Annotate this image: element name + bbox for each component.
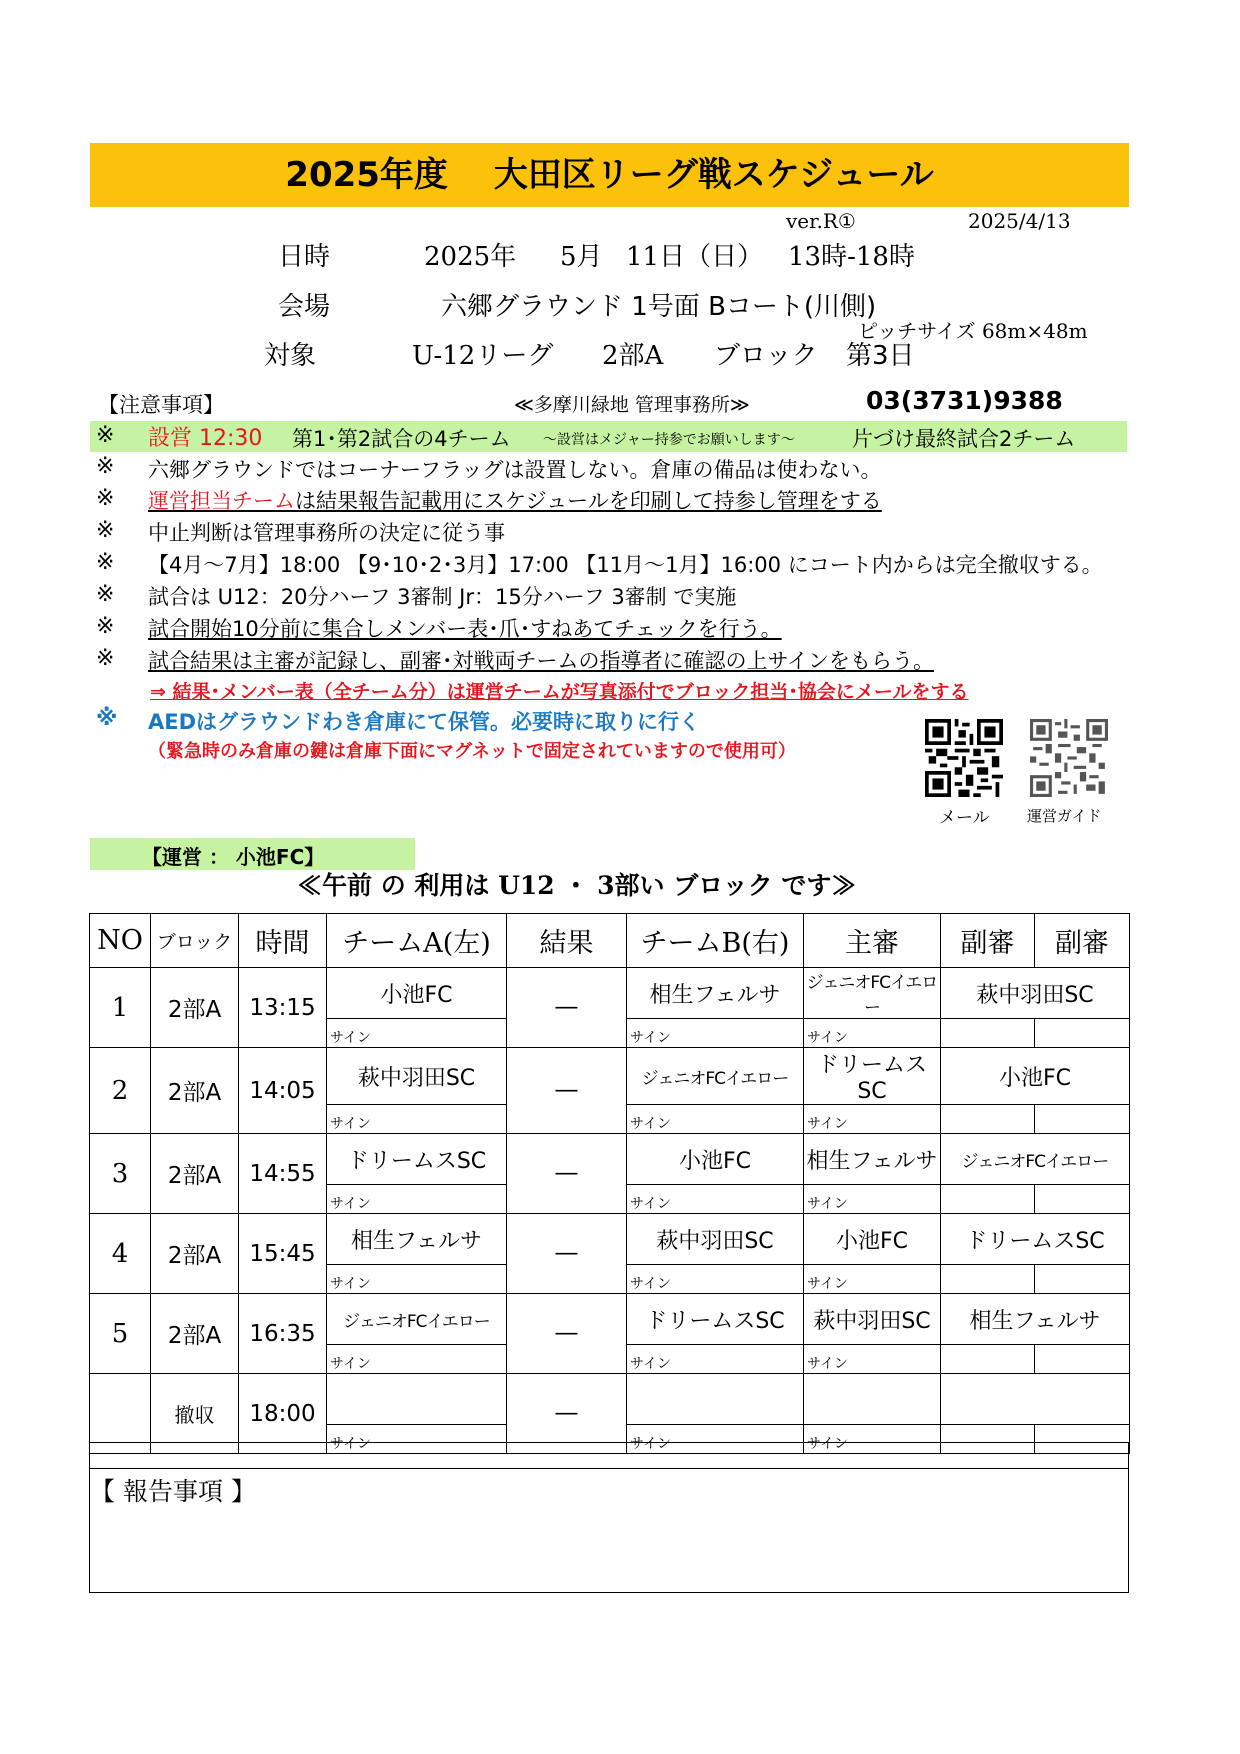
notice-1-small: ～設営はメジャー持参でお願いします～	[543, 432, 795, 448]
notice-mark: ※	[96, 454, 115, 479]
notice-3-rest: は結果報告記載用にスケジュールを印刷して持参し管理をする	[295, 489, 882, 513]
date-year: 2025年	[424, 242, 517, 272]
version-label: ver.R①	[786, 209, 856, 233]
morning-usage-note: ≪午前 の 利用は U12 ・ 3部い ブロック です≫	[297, 871, 857, 900]
page-title: 2025年度 大田区リーグ戦スケジュール	[285, 155, 934, 195]
office-phone: 03(3731)9388	[866, 386, 1063, 415]
table-row	[90, 1374, 1130, 1425]
sign-team-b[interactable]: サイン	[627, 1425, 804, 1454]
referee	[804, 1374, 941, 1425]
table-header-row	[90, 914, 1130, 968]
notice-mark: ※	[96, 550, 115, 575]
header-assistant-2: 副審	[1035, 914, 1130, 968]
referee: 相生フェルサ	[804, 1134, 941, 1185]
assistant-referee: 相生フェルサ	[941, 1294, 1130, 1345]
notice-mark: ※	[96, 423, 115, 448]
notice-9: ⇒ 結果･メンバー表（全チーム分）は運営チームが写真添付でブロック担当･協会にメールをする	[150, 681, 969, 703]
setup-time: 設営 12:30	[148, 426, 263, 451]
notice-3	[148, 485, 882, 515]
target-division: 2部A	[602, 341, 664, 371]
sign-assistant-1[interactable]	[941, 1265, 1035, 1294]
header-team-a: チームA(左)	[327, 914, 507, 968]
date-time: 13時-18時	[788, 242, 915, 272]
referee: 萩中羽田SC	[804, 1294, 941, 1345]
notice-mark: ※	[96, 582, 115, 607]
match-block: 2部A	[151, 1214, 239, 1294]
assistant-referee: ジェニオFCイエロー	[941, 1134, 1130, 1185]
notice-mark: ※	[96, 518, 115, 543]
team-a: 相生フェルサ	[327, 1214, 507, 1265]
target-league: U-12リーグ	[412, 341, 554, 371]
notice-5: 【4月～7月】18:00 【9･10･2･3月】17:00 【11月～1月】16:00 にコート内からは完全撤収する。	[148, 553, 1103, 577]
match-time: 13:15	[239, 968, 327, 1048]
venue-value: 六郷グラウンド 1号面 Bコート(川側)	[441, 292, 877, 322]
date-label: 日時	[278, 242, 331, 272]
match-block: 2部A	[151, 1048, 239, 1134]
match-time: 15:45	[239, 1214, 327, 1294]
sign-referee[interactable]: サイン	[804, 1105, 941, 1134]
match-no: 5	[90, 1294, 151, 1374]
target-block: ブロック	[714, 341, 818, 371]
header-result: 結果	[507, 914, 627, 968]
sign-assistant-2[interactable]	[1035, 1105, 1130, 1134]
assistant-referee: ドリームスSC	[941, 1214, 1130, 1265]
header-referee: 主審	[804, 914, 941, 968]
assistant-referee	[941, 1374, 1130, 1425]
sign-team-a[interactable]: サイン	[327, 1425, 507, 1454]
sign-team-a[interactable]: サイン	[327, 1185, 507, 1214]
notice-mark: ※	[96, 706, 118, 731]
schedule-table	[89, 913, 1130, 1454]
notice-1-cleanup: 片づけ最終試合2チーム	[852, 427, 1076, 451]
team-b: 小池FC	[627, 1134, 804, 1185]
match-no: 4	[90, 1214, 151, 1294]
match-no: 3	[90, 1134, 151, 1214]
notice-7: 試合開始10分前に集合しメンバー表･爪･すねあてチェックを行う。	[148, 617, 782, 641]
notice-1-text: 第1･第2試合の4チーム	[292, 427, 511, 451]
target-label: 対象	[264, 341, 317, 371]
team-a: 萩中羽田SC	[327, 1048, 507, 1105]
notice-mark: ※	[96, 646, 115, 671]
table-row	[90, 1214, 1130, 1265]
teardown-label: 撤収	[151, 1374, 239, 1454]
notice-8: 試合結果は主審が記録し、副審･対戦両チームの指導者に確認の上サインをもらう。	[148, 649, 935, 673]
match-result[interactable]: ―	[507, 1134, 627, 1214]
assistant-referee: 小池FC	[941, 1048, 1130, 1105]
team-b: 相生フェルサ	[627, 968, 804, 1019]
assistant-referee: 萩中羽田SC	[941, 968, 1130, 1019]
date-month: 5月	[560, 242, 603, 272]
table-row	[90, 1134, 1130, 1185]
sign-team-b[interactable]: サイン	[627, 1265, 804, 1294]
table-row	[90, 1294, 1130, 1345]
sign-referee[interactable]: サイン	[804, 1345, 941, 1374]
sign-assistant-2[interactable]	[1035, 1185, 1130, 1214]
report-label: 【 報告事項 】	[90, 1477, 256, 1506]
referee: ジェニオFCイエロー	[804, 968, 941, 1019]
match-result[interactable]: ―	[507, 968, 627, 1048]
teardown-time: 18:00	[239, 1374, 327, 1454]
title-banner	[90, 143, 1129, 207]
sign-assistant-2[interactable]	[1035, 1345, 1130, 1374]
table-spacer-row	[89, 1442, 1129, 1469]
sign-assistant-2[interactable]	[1035, 1019, 1130, 1048]
sign-team-b[interactable]: サイン	[627, 1105, 804, 1134]
office-name: ≪多摩川緑地 管理事務所≫	[514, 394, 750, 416]
team-b: ジェニオFCイエロー	[627, 1048, 804, 1105]
header-no: NO	[90, 914, 151, 968]
team-a: 小池FC	[327, 968, 507, 1019]
match-block: 2部A	[151, 968, 239, 1048]
match-time: 16:35	[239, 1294, 327, 1374]
sign-referee[interactable]: サイン	[804, 1265, 941, 1294]
sign-assistant-2[interactable]	[1035, 1265, 1130, 1294]
notice-mark: ※	[96, 486, 115, 511]
team-b: 萩中羽田SC	[627, 1214, 804, 1265]
date-day: 11日（日）	[626, 242, 764, 272]
match-no: 1	[90, 968, 151, 1048]
table-row	[90, 968, 1130, 1019]
guide-qr-label: 運営ガイド	[1027, 807, 1102, 825]
operations-team: 【運営 ： 小池FC】	[142, 845, 325, 869]
match-block: 2部A	[151, 1134, 239, 1214]
header-time: 時間	[239, 914, 327, 968]
team-b: ドリームスSC	[627, 1294, 804, 1345]
issue-date: 2025/4/13	[968, 209, 1071, 233]
notice-2: 六郷グラウンドではコーナーフラッグは設置しない。倉庫の備品は使わない。	[148, 458, 882, 482]
referee: ドリームスSC	[804, 1048, 941, 1105]
match-result[interactable]: ―	[507, 1374, 627, 1454]
team-a: ドリームスSC	[327, 1134, 507, 1185]
notice-3-highlight: 運営担当チーム	[148, 489, 295, 513]
sign-assistant-1[interactable]	[941, 1185, 1035, 1214]
match-time: 14:55	[239, 1134, 327, 1214]
team-b	[627, 1374, 804, 1425]
sign-referee[interactable]: サイン	[804, 1185, 941, 1214]
match-result[interactable]: ―	[507, 1294, 627, 1374]
sign-team-a[interactable]: サイン	[327, 1345, 507, 1374]
table-row	[90, 1048, 1130, 1105]
header-assistant-1: 副審	[941, 914, 1035, 968]
notice-key: （緊急時のみ倉庫の鍵は倉庫下面にマグネットで固定されていますので使用可）	[148, 741, 796, 762]
sign-assistant-1[interactable]	[941, 1345, 1035, 1374]
venue-label: 会場	[278, 292, 331, 322]
sign-team-b[interactable]: サイン	[627, 1019, 804, 1048]
match-result[interactable]: ―	[507, 1214, 627, 1294]
sign-assistant-1[interactable]	[941, 1019, 1035, 1048]
target-day: 第3日	[846, 341, 915, 371]
sign-referee[interactable]: サイン	[804, 1425, 941, 1454]
sign-team-b[interactable]: サイン	[627, 1345, 804, 1374]
report-box[interactable]	[89, 1468, 1129, 1593]
referee: 小池FC	[804, 1214, 941, 1265]
notice-mark: ※	[96, 614, 115, 639]
header-team-b: チームB(右)	[627, 914, 804, 968]
mail-qr-code[interactable]	[925, 719, 1003, 797]
notice-4: 中止判断は管理事務所の決定に従う事	[148, 521, 505, 545]
match-no: 2	[90, 1048, 151, 1134]
sign-team-a[interactable]: サイン	[327, 1265, 507, 1294]
sign-team-b[interactable]: サイン	[627, 1185, 804, 1214]
match-block: 2部A	[151, 1294, 239, 1374]
sign-team-a[interactable]: サイン	[327, 1105, 507, 1134]
notice-6: 試合は U12：20分ハーフ 3審制 Jr：15分ハーフ 3審制 で実施	[148, 585, 737, 609]
notice-aed: AEDはグラウンドわき倉庫にて保管。必要時に取りに行く	[148, 710, 701, 734]
match-time: 14:05	[239, 1048, 327, 1134]
sign-referee[interactable]: サイン	[804, 1019, 941, 1048]
match-result[interactable]: ―	[507, 1048, 627, 1134]
sign-assistant-1[interactable]	[941, 1105, 1035, 1134]
pitch-size: ピッチサイズ 68m×48m	[858, 319, 1088, 343]
notices-header: 【注意事項】	[98, 393, 224, 417]
guide-qr-code[interactable]	[1030, 719, 1108, 797]
sign-team-a[interactable]: サイン	[327, 1019, 507, 1048]
mail-qr-label: メール	[939, 808, 990, 828]
header-block: ブロック	[151, 914, 239, 968]
team-a: ジェニオFCイエロー	[327, 1294, 507, 1345]
team-a	[327, 1374, 507, 1425]
